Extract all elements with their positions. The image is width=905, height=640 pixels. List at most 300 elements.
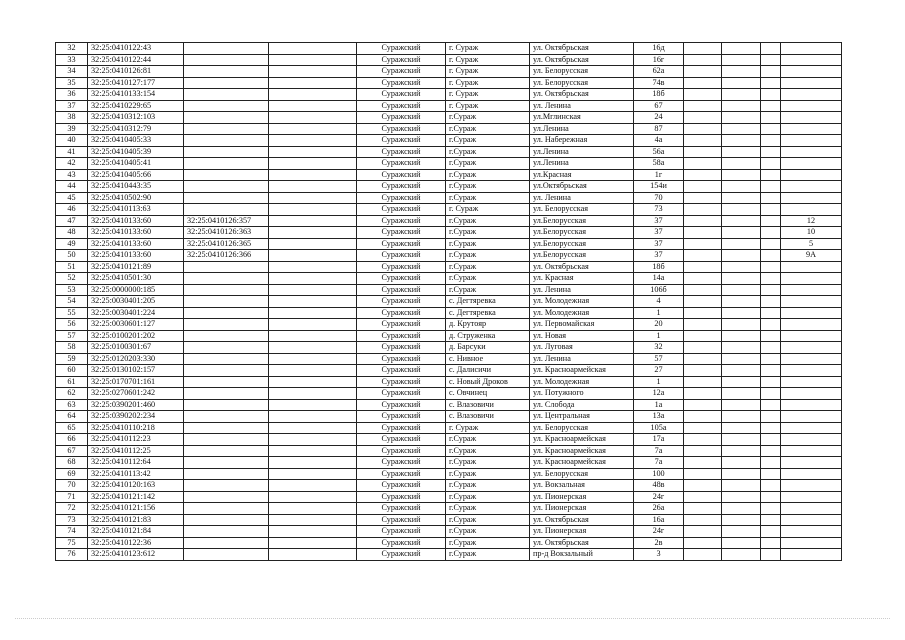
empty-cell <box>722 480 761 492</box>
empty-cell <box>722 422 761 434</box>
cadastral-number: 32:25:0410502:90 <box>88 192 184 204</box>
locality-cell: г. Сураж <box>446 100 530 112</box>
empty-cell <box>722 457 761 469</box>
premises-cadastral-number <box>184 399 269 411</box>
flat-number-cell <box>781 261 842 273</box>
empty-cell <box>761 250 781 262</box>
empty-cell <box>722 77 761 89</box>
row-number: 38 <box>56 112 88 124</box>
district-cell: Суражский <box>357 307 446 319</box>
property-register-table <box>55 42 842 561</box>
house-number-cell: 18б <box>634 89 684 101</box>
cadastral-number: 32:25:0410133:60 <box>88 215 184 227</box>
cadastral-number: 32:25:0410127:177 <box>88 77 184 89</box>
street-cell: ул. Октябрьская <box>530 537 634 549</box>
row-number: 72 <box>56 503 88 515</box>
locality-cell: д. Струженка <box>446 330 530 342</box>
empty-cell <box>684 158 722 170</box>
row-number: 68 <box>56 457 88 469</box>
table-row <box>56 250 842 262</box>
street-cell: ул. Центральная <box>530 411 634 423</box>
table-row <box>56 215 842 227</box>
premises-cadastral-number <box>184 376 269 388</box>
empty-cell <box>684 365 722 377</box>
empty-cell <box>761 112 781 124</box>
district-cell: Суражский <box>357 135 446 147</box>
cadastral-number: 32:25:0410312:79 <box>88 123 184 135</box>
table-row <box>56 365 842 377</box>
district-cell: Суражский <box>357 215 446 227</box>
empty-cell <box>269 376 357 388</box>
district-cell: Суражский <box>357 330 446 342</box>
flat-number-cell <box>781 158 842 170</box>
locality-cell: г.Сураж <box>446 215 530 227</box>
empty-cell <box>269 365 357 377</box>
house-number-cell: 20 <box>634 319 684 331</box>
house-number-cell: 1 <box>634 307 684 319</box>
street-cell: ул. Белорусская <box>530 468 634 480</box>
row-number: 43 <box>56 169 88 181</box>
empty-cell <box>684 169 722 181</box>
locality-cell: г.Сураж <box>446 514 530 526</box>
table-row <box>56 307 842 319</box>
street-cell: ул. Красная <box>530 273 634 285</box>
empty-cell <box>722 376 761 388</box>
street-cell: ул. Первомайская <box>530 319 634 331</box>
premises-cadastral-number <box>184 261 269 273</box>
cadastral-number: 32:25:0410122:36 <box>88 537 184 549</box>
empty-cell <box>269 514 357 526</box>
empty-cell <box>761 54 781 66</box>
empty-cell <box>722 181 761 193</box>
empty-cell <box>684 434 722 446</box>
empty-cell <box>722 112 761 124</box>
flat-number-cell <box>781 330 842 342</box>
empty-cell <box>684 135 722 147</box>
house-number-cell: 154и <box>634 181 684 193</box>
empty-cell <box>761 273 781 285</box>
house-number-cell: 74в <box>634 77 684 89</box>
table-row <box>56 376 842 388</box>
locality-cell: г.Сураж <box>446 146 530 158</box>
empty-cell <box>684 307 722 319</box>
table-row <box>56 549 842 561</box>
empty-cell <box>722 307 761 319</box>
house-number-cell: 67 <box>634 100 684 112</box>
street-cell: ул. Ленина <box>530 353 634 365</box>
empty-cell <box>684 457 722 469</box>
premises-cadastral-number <box>184 411 269 423</box>
row-number: 61 <box>56 376 88 388</box>
empty-cell <box>269 192 357 204</box>
district-cell: Суражский <box>357 204 446 216</box>
table-row <box>56 422 842 434</box>
street-cell: ул. Молодежная <box>530 307 634 319</box>
house-number-cell: 73 <box>634 204 684 216</box>
street-cell: ул. Ленина <box>530 284 634 296</box>
empty-cell <box>269 123 357 135</box>
district-cell: Суражский <box>357 296 446 308</box>
table-row <box>56 112 842 124</box>
empty-cell <box>722 169 761 181</box>
cadastral-number: 32:25:0170701:161 <box>88 376 184 388</box>
flat-number-cell: 10 <box>781 227 842 239</box>
locality-cell: г.Сураж <box>446 480 530 492</box>
empty-cell <box>684 66 722 78</box>
empty-cell <box>722 227 761 239</box>
row-number: 76 <box>56 549 88 561</box>
row-number: 50 <box>56 250 88 262</box>
empty-cell <box>761 238 781 250</box>
house-number-cell: 2в <box>634 537 684 549</box>
row-number: 69 <box>56 468 88 480</box>
locality-cell: с. Влазовичи <box>446 411 530 423</box>
flat-number-cell <box>781 284 842 296</box>
empty-cell <box>722 238 761 250</box>
empty-cell <box>761 353 781 365</box>
district-cell: Суражский <box>357 526 446 538</box>
empty-cell <box>761 491 781 503</box>
house-number-cell: 4 <box>634 296 684 308</box>
row-number: 71 <box>56 491 88 503</box>
row-number: 49 <box>56 238 88 250</box>
street-cell: ул. Белорусская <box>530 77 634 89</box>
premises-cadastral-number <box>184 307 269 319</box>
table-row <box>56 330 842 342</box>
locality-cell: г. Сураж <box>446 89 530 101</box>
row-number: 47 <box>56 215 88 227</box>
cadastral-number: 32:25:0410120:163 <box>88 480 184 492</box>
empty-cell <box>684 146 722 158</box>
flat-number-cell: 12 <box>781 215 842 227</box>
cadastral-number: 32:25:0410112:25 <box>88 445 184 457</box>
premises-cadastral-number: 32:25:0410126:365 <box>184 238 269 250</box>
house-number-cell: 62а <box>634 66 684 78</box>
empty-cell <box>269 330 357 342</box>
street-cell: ул. Пионерская <box>530 491 634 503</box>
row-number: 41 <box>56 146 88 158</box>
empty-cell <box>761 66 781 78</box>
empty-cell <box>761 480 781 492</box>
table-row <box>56 66 842 78</box>
premises-cadastral-number <box>184 158 269 170</box>
street-cell: ул. Красноармейская <box>530 434 634 446</box>
premises-cadastral-number <box>184 273 269 285</box>
empty-cell <box>761 365 781 377</box>
locality-cell: с. Дегтяревка <box>446 307 530 319</box>
empty-cell <box>761 146 781 158</box>
flat-number-cell <box>781 296 842 308</box>
row-number: 33 <box>56 54 88 66</box>
row-number: 48 <box>56 227 88 239</box>
empty-cell <box>269 261 357 273</box>
empty-cell <box>722 43 761 55</box>
empty-cell <box>684 422 722 434</box>
street-cell: ул. Белорусская <box>530 422 634 434</box>
house-number-cell: 24г <box>634 491 684 503</box>
district-cell: Суражский <box>357 227 446 239</box>
street-cell: ул. Октябрьская <box>530 514 634 526</box>
empty-cell <box>684 503 722 515</box>
empty-cell <box>722 192 761 204</box>
empty-cell <box>684 273 722 285</box>
empty-cell <box>761 77 781 89</box>
locality-cell: с. Новый Дроков <box>446 376 530 388</box>
premises-cadastral-number: 32:25:0410126:363 <box>184 227 269 239</box>
empty-cell <box>684 89 722 101</box>
flat-number-cell <box>781 135 842 147</box>
empty-cell <box>761 192 781 204</box>
district-cell: Суражский <box>357 434 446 446</box>
flat-number-cell <box>781 307 842 319</box>
row-number: 66 <box>56 434 88 446</box>
empty-cell <box>684 537 722 549</box>
premises-cadastral-number <box>184 353 269 365</box>
flat-number-cell <box>781 411 842 423</box>
flat-number-cell <box>781 43 842 55</box>
empty-cell <box>684 526 722 538</box>
empty-cell <box>761 100 781 112</box>
row-number: 65 <box>56 422 88 434</box>
cadastral-number: 32:25:0000000:185 <box>88 284 184 296</box>
table-row <box>56 457 842 469</box>
cadastral-number: 32:25:0410123:612 <box>88 549 184 561</box>
empty-cell <box>761 319 781 331</box>
flat-number-cell <box>781 491 842 503</box>
row-number: 52 <box>56 273 88 285</box>
locality-cell: г.Сураж <box>446 123 530 135</box>
row-number: 54 <box>56 296 88 308</box>
empty-cell <box>722 250 761 262</box>
cadastral-number: 32:25:0410121:142 <box>88 491 184 503</box>
empty-cell <box>761 181 781 193</box>
district-cell: Суражский <box>357 146 446 158</box>
locality-cell: г.Сураж <box>446 250 530 262</box>
empty-cell <box>722 54 761 66</box>
street-cell: ул. Октябрьская <box>530 261 634 273</box>
locality-cell: г.Сураж <box>446 434 530 446</box>
house-number-cell: 12а <box>634 388 684 400</box>
empty-cell <box>722 215 761 227</box>
cadastral-number: 32:25:0410113:42 <box>88 468 184 480</box>
empty-cell <box>761 123 781 135</box>
empty-cell <box>269 181 357 193</box>
house-number-cell: 106б <box>634 284 684 296</box>
house-number-cell: 57 <box>634 353 684 365</box>
empty-cell <box>684 388 722 400</box>
flat-number-cell <box>781 514 842 526</box>
empty-cell <box>722 123 761 135</box>
district-cell: Суражский <box>357 77 446 89</box>
house-number-cell: 18б <box>634 261 684 273</box>
locality-cell: г.Сураж <box>446 112 530 124</box>
row-number: 53 <box>56 284 88 296</box>
house-number-cell: 27 <box>634 365 684 377</box>
table-row <box>56 89 842 101</box>
street-cell: ул. Молодежная <box>530 296 634 308</box>
locality-cell: г.Сураж <box>446 284 530 296</box>
premises-cadastral-number <box>184 445 269 457</box>
locality-cell: г. Сураж <box>446 422 530 434</box>
empty-cell <box>269 549 357 561</box>
empty-cell <box>761 503 781 515</box>
empty-cell <box>269 43 357 55</box>
flat-number-cell <box>781 342 842 354</box>
table-row <box>56 135 842 147</box>
premises-cadastral-number <box>184 342 269 354</box>
locality-cell: с. Овчинец <box>446 388 530 400</box>
street-cell: ул.Октябрьская <box>530 181 634 193</box>
premises-cadastral-number <box>184 169 269 181</box>
empty-cell <box>722 100 761 112</box>
flat-number-cell <box>781 319 842 331</box>
cadastral-number: 32:25:0410121:84 <box>88 526 184 538</box>
table-row <box>56 537 842 549</box>
row-number: 74 <box>56 526 88 538</box>
street-cell: ул.Белорусская <box>530 238 634 250</box>
empty-cell <box>761 537 781 549</box>
table-row <box>56 411 842 423</box>
table-row <box>56 284 842 296</box>
flat-number-cell <box>781 112 842 124</box>
empty-cell <box>269 296 357 308</box>
house-number-cell: 1 <box>634 330 684 342</box>
street-cell: ул. Новая <box>530 330 634 342</box>
house-number-cell: 32 <box>634 342 684 354</box>
street-cell: ул. Потужного <box>530 388 634 400</box>
empty-cell <box>684 468 722 480</box>
empty-cell <box>722 549 761 561</box>
empty-cell <box>684 261 722 273</box>
premises-cadastral-number <box>184 480 269 492</box>
row-number: 51 <box>56 261 88 273</box>
premises-cadastral-number <box>184 503 269 515</box>
empty-cell <box>761 89 781 101</box>
premises-cadastral-number: 32:25:0410126:366 <box>184 250 269 262</box>
house-number-cell: 105а <box>634 422 684 434</box>
row-number: 62 <box>56 388 88 400</box>
locality-cell: г.Сураж <box>446 192 530 204</box>
row-number: 46 <box>56 204 88 216</box>
empty-cell <box>684 250 722 262</box>
cadastral-number: 32:25:0410121:156 <box>88 503 184 515</box>
premises-cadastral-number <box>184 135 269 147</box>
row-number: 36 <box>56 89 88 101</box>
flat-number-cell <box>781 422 842 434</box>
empty-cell <box>684 353 722 365</box>
empty-cell <box>269 445 357 457</box>
cadastral-number: 32:25:0410133:154 <box>88 89 184 101</box>
flat-number-cell <box>781 503 842 515</box>
house-number-cell: 1а <box>634 399 684 411</box>
empty-cell <box>269 434 357 446</box>
locality-cell: г.Сураж <box>446 457 530 469</box>
empty-cell <box>761 307 781 319</box>
empty-cell <box>269 399 357 411</box>
street-cell: ул.Белорусская <box>530 227 634 239</box>
district-cell: Суражский <box>357 54 446 66</box>
district-cell: Суражский <box>357 457 446 469</box>
table-row <box>56 273 842 285</box>
flat-number-cell <box>781 480 842 492</box>
street-cell: ул. Октябрьская <box>530 43 634 55</box>
cadastral-number: 32:25:0410113:63 <box>88 204 184 216</box>
street-cell: ул.Мглинская <box>530 112 634 124</box>
empty-cell <box>761 158 781 170</box>
street-cell: пр-д Вокзальный <box>530 549 634 561</box>
locality-cell: г.Сураж <box>446 181 530 193</box>
empty-cell <box>269 273 357 285</box>
empty-cell <box>269 457 357 469</box>
premises-cadastral-number <box>184 296 269 308</box>
district-cell: Суражский <box>357 169 446 181</box>
empty-cell <box>722 445 761 457</box>
house-number-cell: 4а <box>634 135 684 147</box>
street-cell: ул. Вокзальная <box>530 480 634 492</box>
house-number-cell: 87 <box>634 123 684 135</box>
district-cell: Суражский <box>357 238 446 250</box>
cadastral-number: 32:25:0410312:103 <box>88 112 184 124</box>
cadastral-number: 32:25:0410405:39 <box>88 146 184 158</box>
empty-cell <box>684 238 722 250</box>
premises-cadastral-number <box>184 422 269 434</box>
premises-cadastral-number <box>184 468 269 480</box>
cadastral-number: 32:25:0410405:33 <box>88 135 184 147</box>
empty-cell <box>684 54 722 66</box>
street-cell: ул. Пионерская <box>530 503 634 515</box>
premises-cadastral-number <box>184 204 269 216</box>
house-number-cell: 37 <box>634 238 684 250</box>
cadastral-number: 32:25:0030401:224 <box>88 307 184 319</box>
table-row <box>56 434 842 446</box>
table-row <box>56 261 842 273</box>
row-number: 35 <box>56 77 88 89</box>
empty-cell <box>684 480 722 492</box>
empty-cell <box>722 273 761 285</box>
table-row <box>56 43 842 55</box>
empty-cell <box>722 66 761 78</box>
locality-cell: д. Крутояр <box>446 319 530 331</box>
empty-cell <box>761 411 781 423</box>
flat-number-cell <box>781 181 842 193</box>
premises-cadastral-number <box>184 77 269 89</box>
cadastral-number: 32:25:0410133:60 <box>88 238 184 250</box>
premises-cadastral-number <box>184 514 269 526</box>
flat-number-cell <box>781 468 842 480</box>
house-number-cell: 16а <box>634 514 684 526</box>
empty-cell <box>722 135 761 147</box>
empty-cell <box>761 43 781 55</box>
house-number-cell: 1 <box>634 376 684 388</box>
empty-cell <box>722 296 761 308</box>
street-cell: ул. Октябрьская <box>530 89 634 101</box>
district-cell: Суражский <box>357 112 446 124</box>
empty-cell <box>269 468 357 480</box>
empty-cell <box>761 227 781 239</box>
house-number-cell: 7а <box>634 457 684 469</box>
table-body <box>56 43 842 561</box>
premises-cadastral-number <box>184 365 269 377</box>
street-cell: ул. Пионерская <box>530 526 634 538</box>
flat-number-cell <box>781 457 842 469</box>
district-cell: Суражский <box>357 376 446 388</box>
empty-cell <box>722 399 761 411</box>
locality-cell: с. Далисичи <box>446 365 530 377</box>
empty-cell <box>684 77 722 89</box>
cadastral-number: 32:25:0410121:89 <box>88 261 184 273</box>
flat-number-cell <box>781 66 842 78</box>
locality-cell: г.Сураж <box>446 227 530 239</box>
